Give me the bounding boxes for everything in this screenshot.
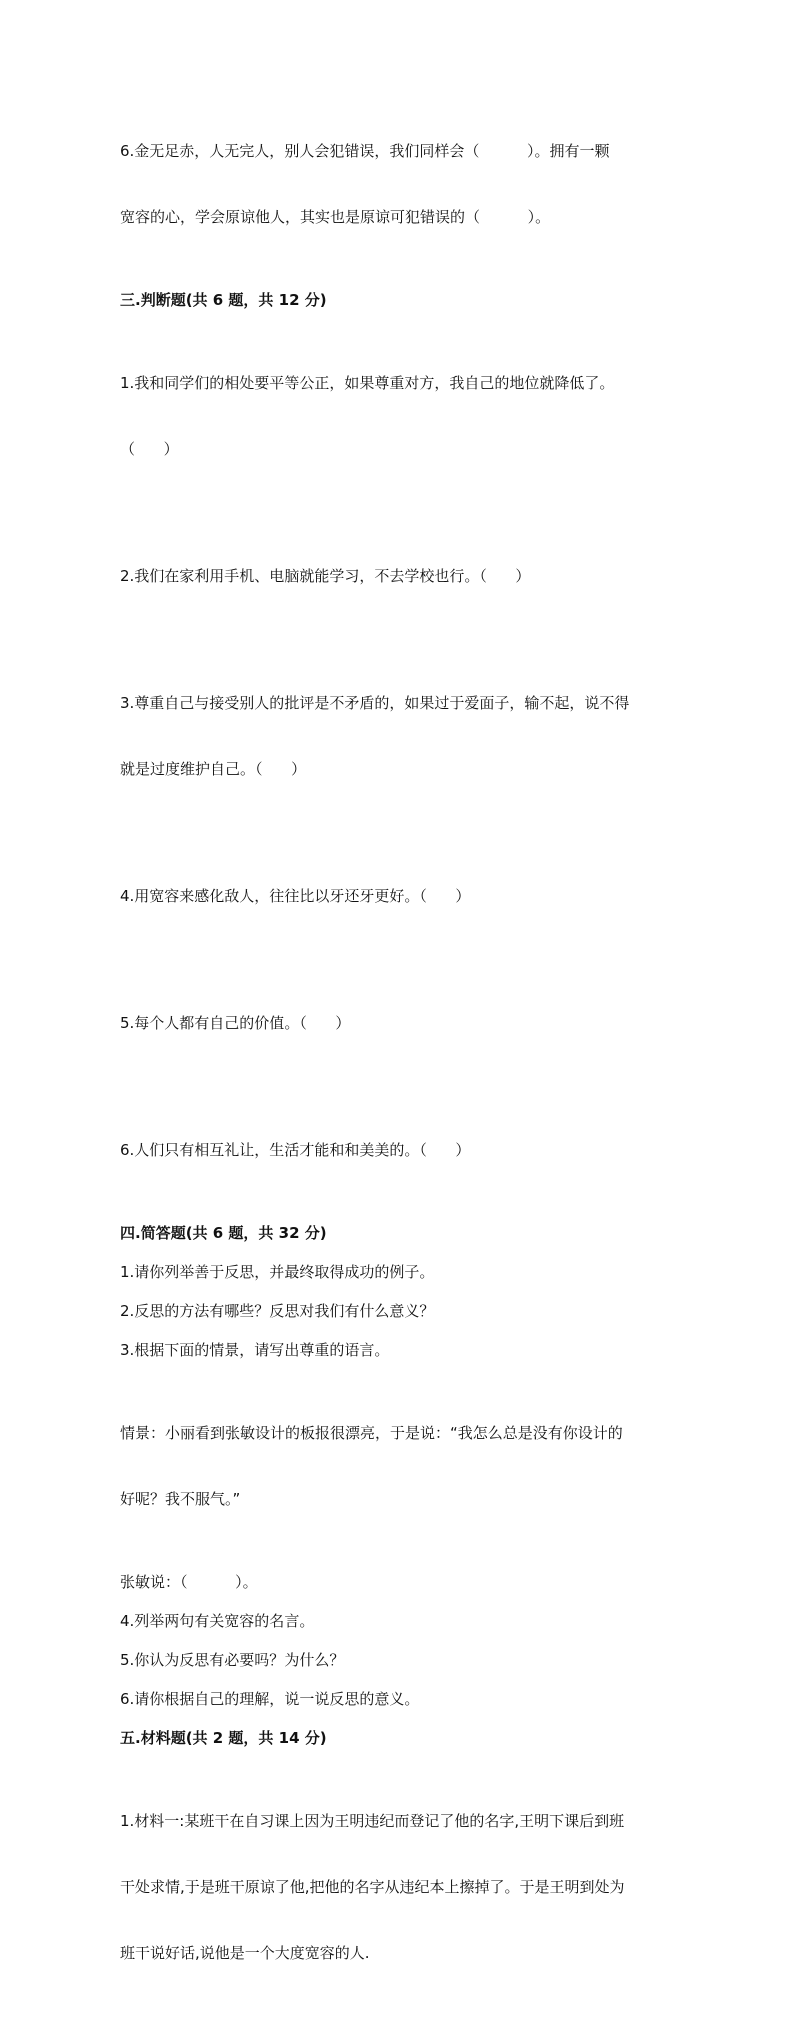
question-3-5 <box>120 968 680 1078</box>
question-text-line: 3.尊重自己与接受别人的批评是不矛盾的，如果过于爱面子，输不起，说不得 <box>120 694 630 712</box>
question-text-line: 宽容的心，学会原谅他人，其实也是原谅可犯错误的（ ）。 <box>120 208 551 226</box>
question-text-line: 5.每个人都有自己的价值。（ ） <box>120 1014 351 1032</box>
scenario-text <box>120 1378 680 1554</box>
scenario-line: 情景：小丽看到张敏设计的板报很漂亮，于是说：“我怎么总是没有你设计的 <box>120 1424 623 1442</box>
question-3-6 <box>120 1095 680 1205</box>
question-3-4 <box>120 841 680 951</box>
question-text-line: 2.我们在家利用手机、电脑就能学习，不去学校也行。（ ） <box>120 567 531 585</box>
question-4-3: 3.根据下面的情景，请写出尊重的语言。 <box>120 1341 390 1359</box>
question-4-1: 1.请你列举善于反思，并最终取得成功的例子。 <box>120 1263 435 1281</box>
worksheet-page <box>120 96 680 2025</box>
question-4-6: 6.请你根据自己的理解，说一说反思的意义。 <box>120 1690 420 1708</box>
question-5-1 <box>120 1766 680 2008</box>
material-line: 1.材料一:某班干在自习课上因为王明违纪而登记了他的名字,王明下课后到班 <box>120 1812 625 1830</box>
section-heading-short-answer: 四.简答题(共 6 题，共 32 分) <box>120 1224 327 1242</box>
question-4-2: 2.反思的方法有哪些？反思对我们有什么意义？ <box>120 1302 435 1320</box>
answer-blank: （ ） <box>120 440 179 458</box>
question-text-line: 1.我和同学们的相处要平等公正，如果尊重对方，我自己的地位就降低了。 <box>120 374 615 392</box>
scenario-line: 好呢？我不服气。” <box>120 1490 241 1508</box>
section-heading-material: 五.材料题(共 2 题，共 14 分) <box>120 1729 327 1747</box>
section-heading-true-false: 三.判断题(共 6 题，共 12 分) <box>120 291 327 309</box>
question-text-line: 6.人们只有相互礼让，生活才能和和美美的。（ ） <box>120 1141 471 1159</box>
question-2-6 <box>120 96 680 272</box>
material-line: 干处求情,于是班干原谅了他,把他的名字从违纪本上擦掉了。于是王明到处为 <box>120 1878 625 1896</box>
question-text-line: 6.金无足赤，人无完人，别人会犯错误，我们同样会（ ）。拥有一颗 <box>120 142 610 160</box>
question-4-5: 5.你认为反思有必要吗？为什么？ <box>120 1651 345 1669</box>
question-4-4: 4.列举两句有关宽容的名言。 <box>120 1612 315 1630</box>
material-line: 班干说好话,说他是一个大度宽容的人. <box>120 1944 370 1962</box>
question-text-line: 4.用宽容来感化敌人，往往比以牙还牙更好。（ ） <box>120 887 471 905</box>
question-3-2 <box>120 521 680 631</box>
answer-prompt: 张敏说：（ ）。 <box>120 1573 258 1591</box>
question-3-3 <box>120 648 680 824</box>
question-text-line: 就是过度维护自己。（ ） <box>120 760 307 778</box>
question-3-1 <box>120 328 680 504</box>
